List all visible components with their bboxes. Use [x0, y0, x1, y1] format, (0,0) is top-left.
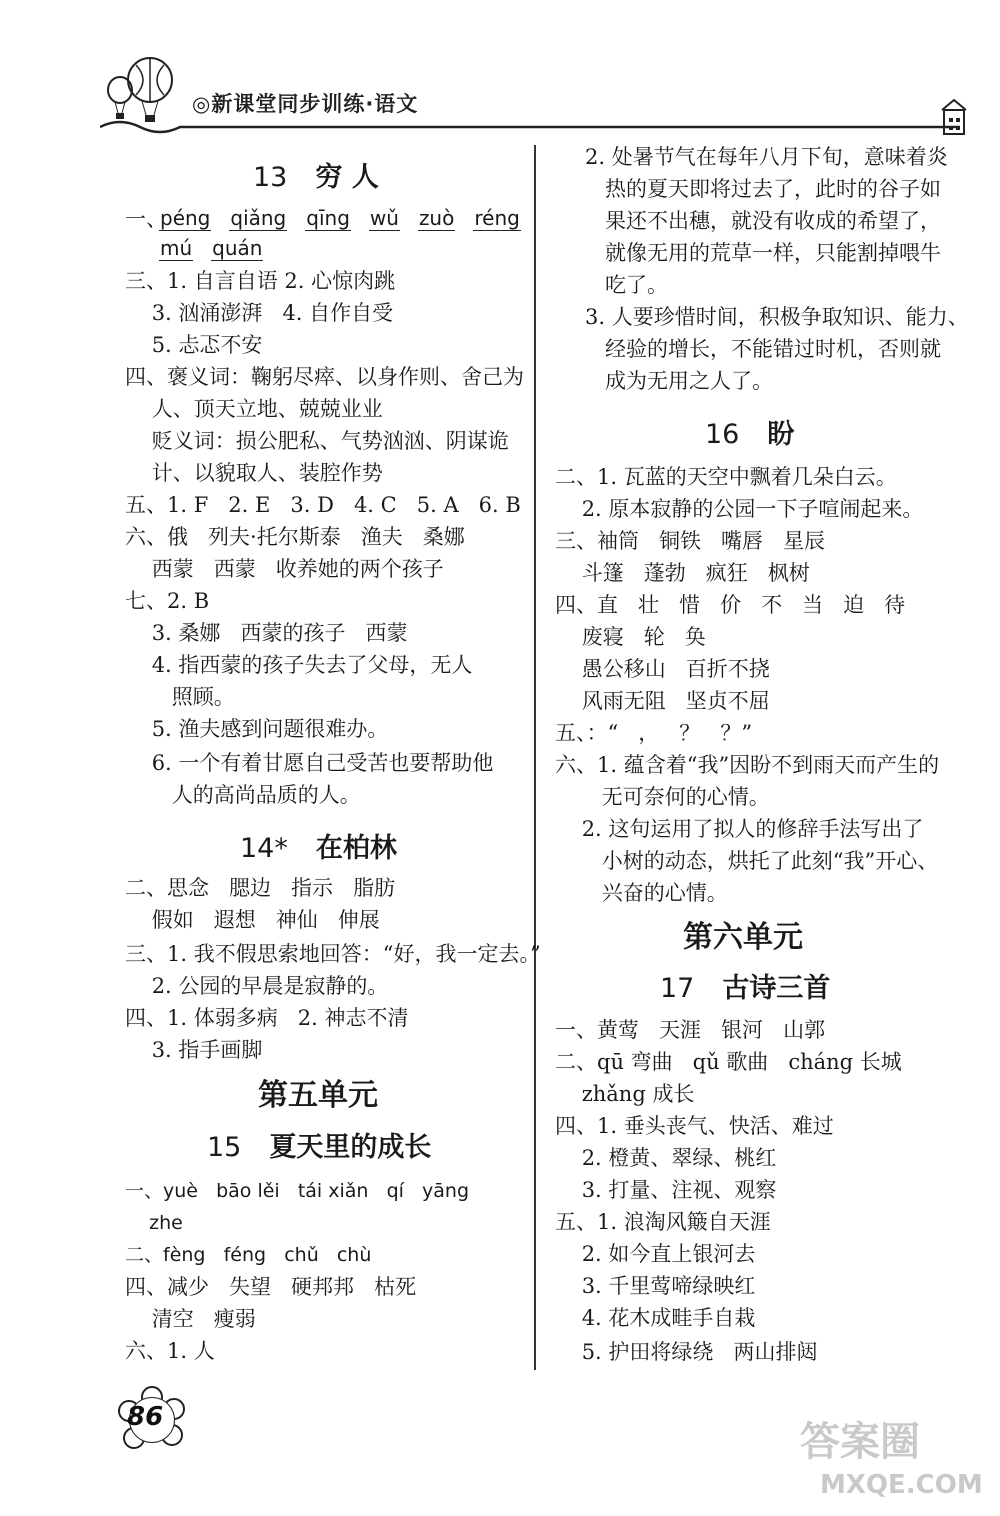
- answer-line: 人的高尚品质的人。: [125, 783, 361, 807]
- answer-line: zhǎng 成长: [555, 1082, 695, 1106]
- answer-line: 2. 原本寂静的公园一下子喧闹起来。: [555, 497, 924, 521]
- lesson-16-title: 16 盼: [705, 419, 795, 450]
- pinyin-item: qiǎng: [230, 206, 287, 230]
- pinyin-item: qīng: [306, 206, 350, 230]
- answer-line: 5. 忐忑不安: [125, 333, 263, 357]
- answer-line: 3. 指手画脚: [125, 1038, 263, 1062]
- answer-line: 2. 处暑节气在每年八月下旬，意味着炎: [585, 145, 948, 169]
- answer-line: 成为无用之人了。: [585, 369, 774, 393]
- answer-line: 愚公移山 百折不挠: [555, 657, 770, 681]
- lesson-13-title: 13 穷 人: [253, 162, 379, 193]
- answer-line: 计、以貌取人、装腔作势: [125, 461, 383, 485]
- lesson-17-title: 17 古诗三首: [660, 973, 831, 1004]
- answer-line: 2. 如今直上银河去: [555, 1242, 756, 1266]
- lesson-13-pinyin-row-1: [159, 206, 539, 231]
- pinyin-item: mú: [160, 236, 193, 260]
- column-divider: [534, 145, 536, 1370]
- answer-line: 贬义词：损公肥私、气势汹汹、阴谋诡: [125, 429, 509, 453]
- answer-line: 2. 橙黄、翠绿、桃红: [555, 1146, 777, 1170]
- answer-line: 果还不出穗，就没有收成的希望了，: [585, 209, 942, 233]
- answer-line: 五、：“ ， ？ ？”: [555, 721, 753, 745]
- page-number: 86: [127, 1402, 164, 1432]
- pinyin-item: quán: [212, 236, 263, 260]
- answer-line: 3. 打量、注视、观察: [555, 1178, 777, 1202]
- answer-line: 三、1. 我不假思索地回答：“好，我一定去。”: [125, 942, 541, 966]
- answer-line: 假如 遐想 神仙 伸展: [125, 908, 380, 932]
- page-header: [0, 0, 1000, 160]
- answer-line: 六、1. 人: [125, 1339, 215, 1363]
- answer-line: 一、yuè bāo lěi tái xiǎn qí yāng: [125, 1180, 470, 1202]
- answer-line: 就像无用的荒草一样，只能割掉喂牛: [585, 241, 942, 265]
- unit-6-title: 第六单元: [683, 920, 803, 955]
- answer-line: 吃了。: [585, 273, 669, 297]
- answer-line: 2. 公园的早晨是寂静的。: [125, 974, 389, 998]
- answer-line: 六、1. 蕴含着“我”因盼不到雨天而产生的: [555, 753, 940, 777]
- answer-line: 四、减少 失望 硬邦邦 枯死: [125, 1275, 417, 1299]
- answer-line: 人、顶天立地、兢兢业业: [125, 397, 383, 421]
- lesson-14-title: 14* 在柏林: [240, 833, 397, 864]
- answer-line: 3. 千里莺啼绿映红: [555, 1274, 756, 1298]
- answer-line: 一、黄莺 天涯 银河 山郭: [555, 1018, 826, 1042]
- answer-line: 四、褒义词：鞠躬尽瘁、以身作则、舍己为: [125, 365, 524, 389]
- answer-line: 二、fèng féng chǔ chù: [125, 1244, 372, 1266]
- unit-5-title: 第五单元: [258, 1078, 378, 1113]
- answer-line: 热的夏天即将过去了，此时的谷子如: [585, 177, 942, 201]
- house-icon: [940, 96, 970, 136]
- answer-line: zhe: [125, 1212, 183, 1234]
- lesson-13-pinyin-row-2: [159, 236, 281, 261]
- answer-line: 5. 护田将绿绕 两山排闼: [555, 1340, 818, 1364]
- answer-line: 风雨无阻 坚贞不屈: [555, 689, 770, 713]
- pinyin-item: wǔ: [369, 206, 399, 230]
- answer-line: 3. 桑娜 西蒙的孩子 西蒙: [125, 621, 408, 645]
- answer-line: 废寝 轮 奂: [555, 625, 706, 649]
- answer-line: 3. 人要珍惜时间，积极争取知识、能力、: [585, 305, 969, 329]
- answer-line: 三、1. 自言自语 2. 心惊肉跳: [125, 269, 396, 293]
- answer-line: 五、1. 浪淘风簸自天涯: [555, 1210, 771, 1234]
- answer-line: 斗篷 蓬勃 疯狂 枫树: [555, 561, 810, 585]
- pinyin-item: réng: [474, 206, 520, 230]
- answer-line: 小树的动态，烘托了此刻“我”开心、: [555, 849, 939, 873]
- answer-line: 清空 瘦弱: [125, 1307, 256, 1331]
- answer-line: 二、1. 瓦蓝的天空中飘着几朵白云。: [555, 465, 897, 489]
- answer-line: 兴奋的心情。: [555, 881, 728, 905]
- answer-line: 4. 花木成畦手自栽: [555, 1306, 756, 1330]
- answer-line: 2. 这句运用了拟人的修辞手法写出了: [555, 817, 924, 841]
- lesson-15-title: 15 夏天里的成长: [207, 1132, 432, 1163]
- watermark-url: MXQE.COM: [820, 1470, 983, 1500]
- pinyin-item: péng: [160, 206, 211, 230]
- answer-line: 四、1. 体弱多病 2. 神志不清: [125, 1006, 409, 1030]
- answer-line: 四、1. 垂头丧气、快活、难过: [555, 1114, 834, 1138]
- lesson-13-q1-label: 一、: [125, 207, 167, 231]
- answer-line: 5. 渔夫感到问题很难办。: [125, 717, 389, 741]
- answer-line: 六、俄 列夫·托尔斯泰 渔夫 桑娜: [125, 525, 465, 549]
- answer-line: 无可奈何的心情。: [555, 785, 770, 809]
- answer-line: 经验的增长，不能错过时机，否则就: [585, 337, 942, 361]
- header-title: ◎新课堂同步训练·语文: [192, 92, 419, 116]
- answer-line: 照顾。: [125, 685, 235, 709]
- answer-line: 4. 指西蒙的孩子失去了父母，无人: [125, 653, 473, 677]
- answer-line: 二、qū 弯曲 qǔ 歌曲 cháng 长城: [555, 1050, 902, 1074]
- watermark-logo: 答案圈: [800, 1419, 920, 1465]
- answer-line: 西蒙 西蒙 收养她的两个孩子: [125, 557, 444, 581]
- answer-line: 七、2. B: [125, 589, 210, 613]
- answer-line: 五、1. F 2. E 3. D 4. C 5. A 6. B: [125, 493, 521, 517]
- answer-line: 6. 一个有着甘愿自己受苦也要帮助他: [125, 751, 494, 775]
- answer-line: 四、直 壮 惜 价 不 当 迫 待: [555, 593, 906, 617]
- answer-line: 三、袖筒 铜铁 嘴唇 星辰: [555, 529, 826, 553]
- answer-line: 3. 汹涌澎湃 4. 自作自受: [125, 301, 394, 325]
- header-wave-line: [100, 115, 960, 135]
- pinyin-item: zuò: [418, 206, 455, 230]
- answer-line: 二、思念 腮边 指示 脂肪: [125, 876, 396, 900]
